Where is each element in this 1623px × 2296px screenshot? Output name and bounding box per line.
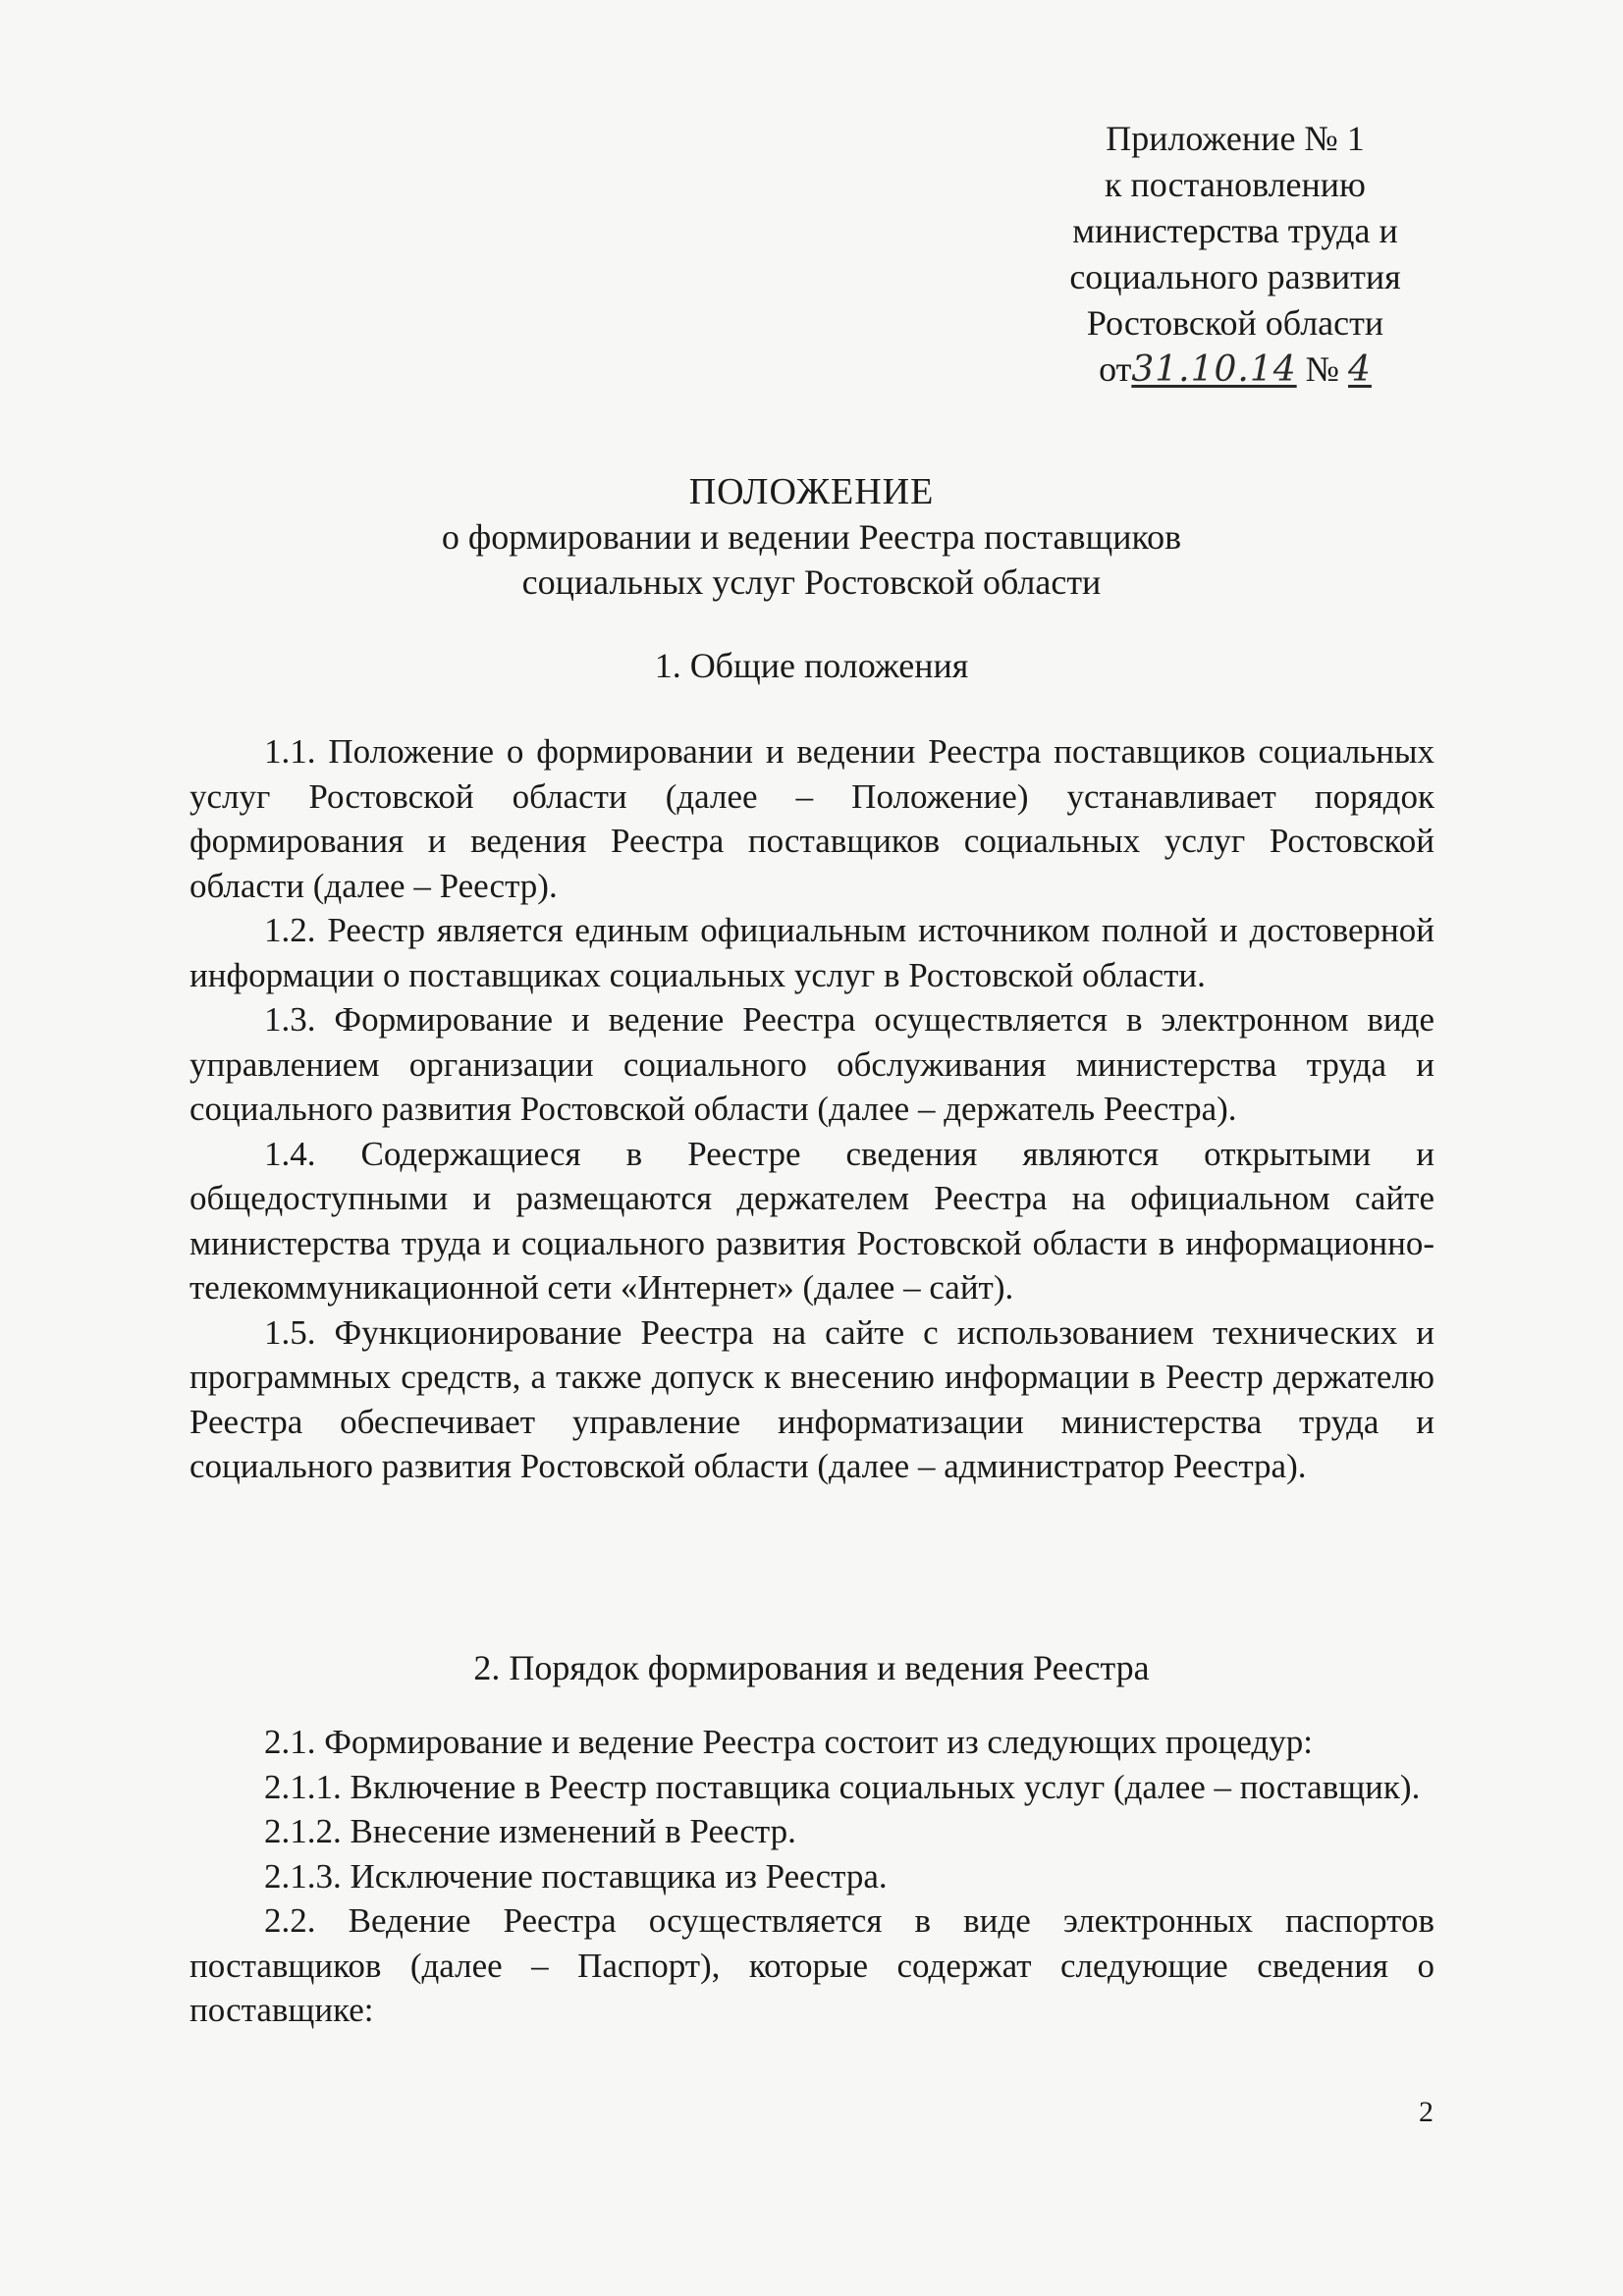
handwritten-number: 4 [1348, 349, 1372, 390]
number-prefix: № [1305, 349, 1340, 389]
paragraph: 1.1. Положение о формировании и ведении Реестра поставщиков социальных услуг Ростовской области (далее – Положение) устанавливает порядок формирования и ведения Реестра поставщиков социальных услуг Ростовской области (далее – Реестр). [189, 732, 1434, 905]
title-subtitle-line: о формировании и ведении Реестра поставщиков [441, 517, 1182, 557]
title-heading: ПОЛОЖЕНИЕ [688, 471, 935, 512]
appendix-line: социального развития [1069, 257, 1401, 296]
paragraph: 1.4. Содержащиеся в Реестре сведения являются открытыми и общедоступными и размещаются держателем Реестра на официальном сайте министерства труда и социального развития Ростовской области в информационно-телекоммуникационной сети «Интернет» (далее – сайт). [189, 1134, 1434, 1307]
section-2-title: 2. Порядок формирования и ведения Реестра [473, 1648, 1150, 1687]
appendix-date-line [1029, 347, 1441, 393]
page-number: 2 [1419, 2096, 1434, 2128]
paragraph: 2.1.3. Исключение поставщика из Реестра. [264, 1856, 888, 1896]
paragraph: 1.2. Реестр является единым официальным источником полной и достоверной информации о поставщиках социальных услуг в Ростовской области. [189, 911, 1434, 994]
section-2-body [189, 1720, 1434, 2033]
appendix-line: Приложение № 1 [1106, 119, 1365, 158]
appendix-line: к постановлению [1105, 165, 1366, 204]
section-1-title: 1. Общие положения [654, 646, 969, 685]
appendix-line: Ростовской области [1086, 303, 1384, 343]
paragraph: 2.2. Ведение Реестра осуществляется в виде электронных паспортов поставщиков (далее – Паспорт), которые содержат следующие сведения о поставщике: [189, 1901, 1434, 2029]
appendix-line: министерства труда и [1072, 211, 1398, 250]
handwritten-date: 31.10.14 [1131, 349, 1297, 390]
title-subtitle-line: социальных услуг Ростовской области [521, 562, 1102, 602]
appendix-stamp [1029, 116, 1441, 393]
paragraph: 1.3. Формирование и ведение Реестра осуществляется в электронном виде управлением организации социального обслуживания министерства труда и социального развития Ростовской области (далее – держатель Реестра). [189, 1000, 1434, 1128]
paragraph: 2.1.2. Внесение изменений в Реестр. [264, 1812, 796, 1850]
date-prefix: от [1099, 349, 1132, 389]
paragraph: 2.1.1. Включение в Реестр поставщика социальных услуг (далее – поставщик). [264, 1767, 1421, 1806]
paragraph: 2.1. Формирование и ведение Реестра состоит из следующих процедур: [264, 1723, 1313, 1761]
document-title [0, 469, 1623, 605]
section-1-body [189, 729, 1434, 1489]
paragraph: 1.5. Функционирование Реестра на сайте с использованием технических и программных средств, а также допуск к внесению информации в Реестр держателю Реестра обеспечивает управление информатизации министерства труда и социального развития Ростовской области (далее – администратор Реестра). [189, 1312, 1434, 1485]
